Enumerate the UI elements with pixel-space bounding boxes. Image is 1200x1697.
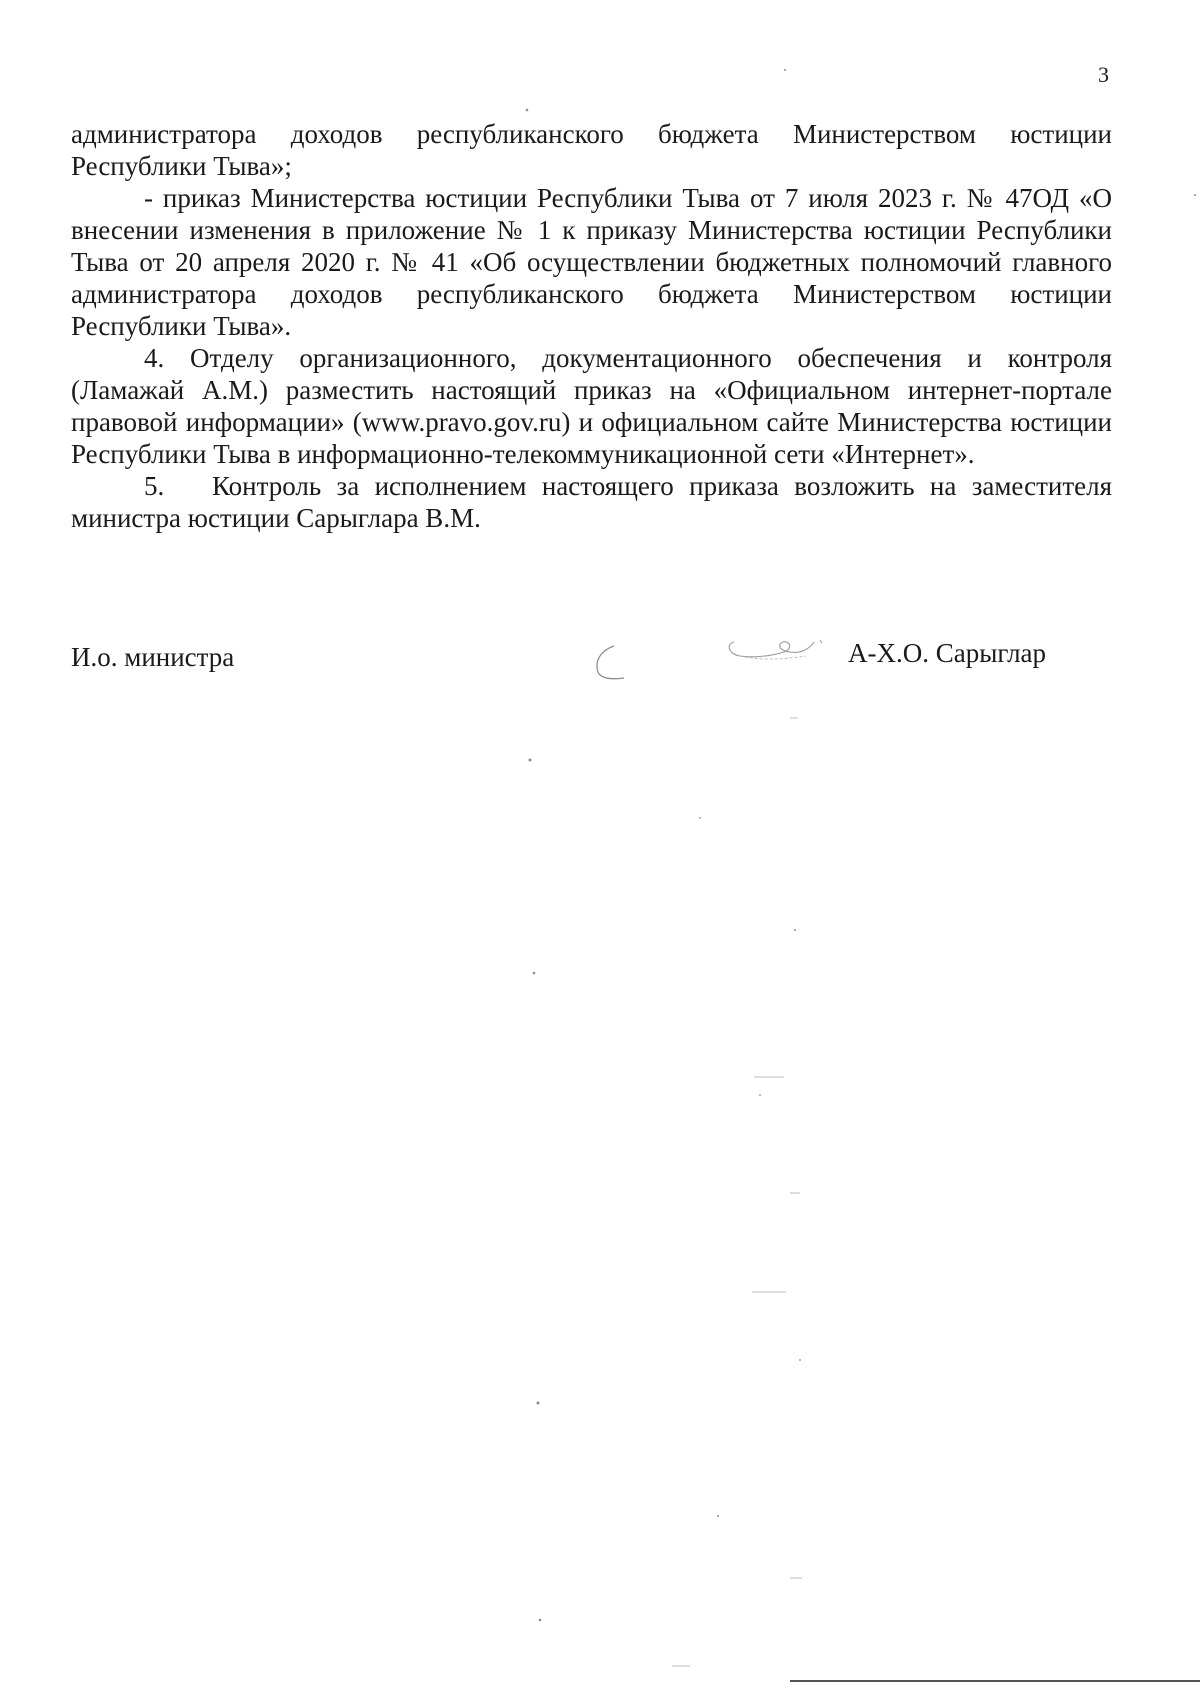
signatory-role: И.о. министра — [71, 642, 235, 672]
paragraph-item-4: 4. Отделу организационного, документационного обеспечения и контроля (Ламажай А.М.) разместить настоящий приказ на «Официальном интернет-портале правовой информации» (www.pravo.gov.ru) и официальном сайте Министерства юстиции Республики Тыва в информационно-телекоммуникационной сети «Интернет». — [71, 343, 1112, 469]
paragraph-continuation: администратора доходов республиканского бюджета Министерством юстиции Республики Тыва»; — [71, 119, 1112, 181]
signatory-name: А-Х.О. Сарыглар — [848, 638, 1047, 668]
scan-edge-line — [790, 1680, 1200, 1682]
handwritten-signature — [544, 634, 844, 689]
paragraph-order-reference: - приказ Министерства юстиции Республики Тыва от 7 июля 2023 г. № 47ОД «О внесении изменения в приложение № 1 к приказу Министерства юстиции Республики Тыва от 20 апреля 2020 г. № 41 «Об осуществлении бюджетных полномочий главного администратора доходов республиканского бюджета Министерством юстиции Республики Тыва». — [71, 183, 1112, 341]
item-5-number: 5. — [144, 471, 165, 501]
signature-block — [71, 638, 1071, 692]
document-body — [71, 118, 1112, 534]
item-5-text: Контроль за исполнением настоящего приказа возложить на заместителя министра юстиции Сарыглара В.М. — [71, 471, 1112, 533]
page-number: 3 — [1098, 62, 1109, 87]
paragraph-item-5 — [71, 470, 1112, 534]
